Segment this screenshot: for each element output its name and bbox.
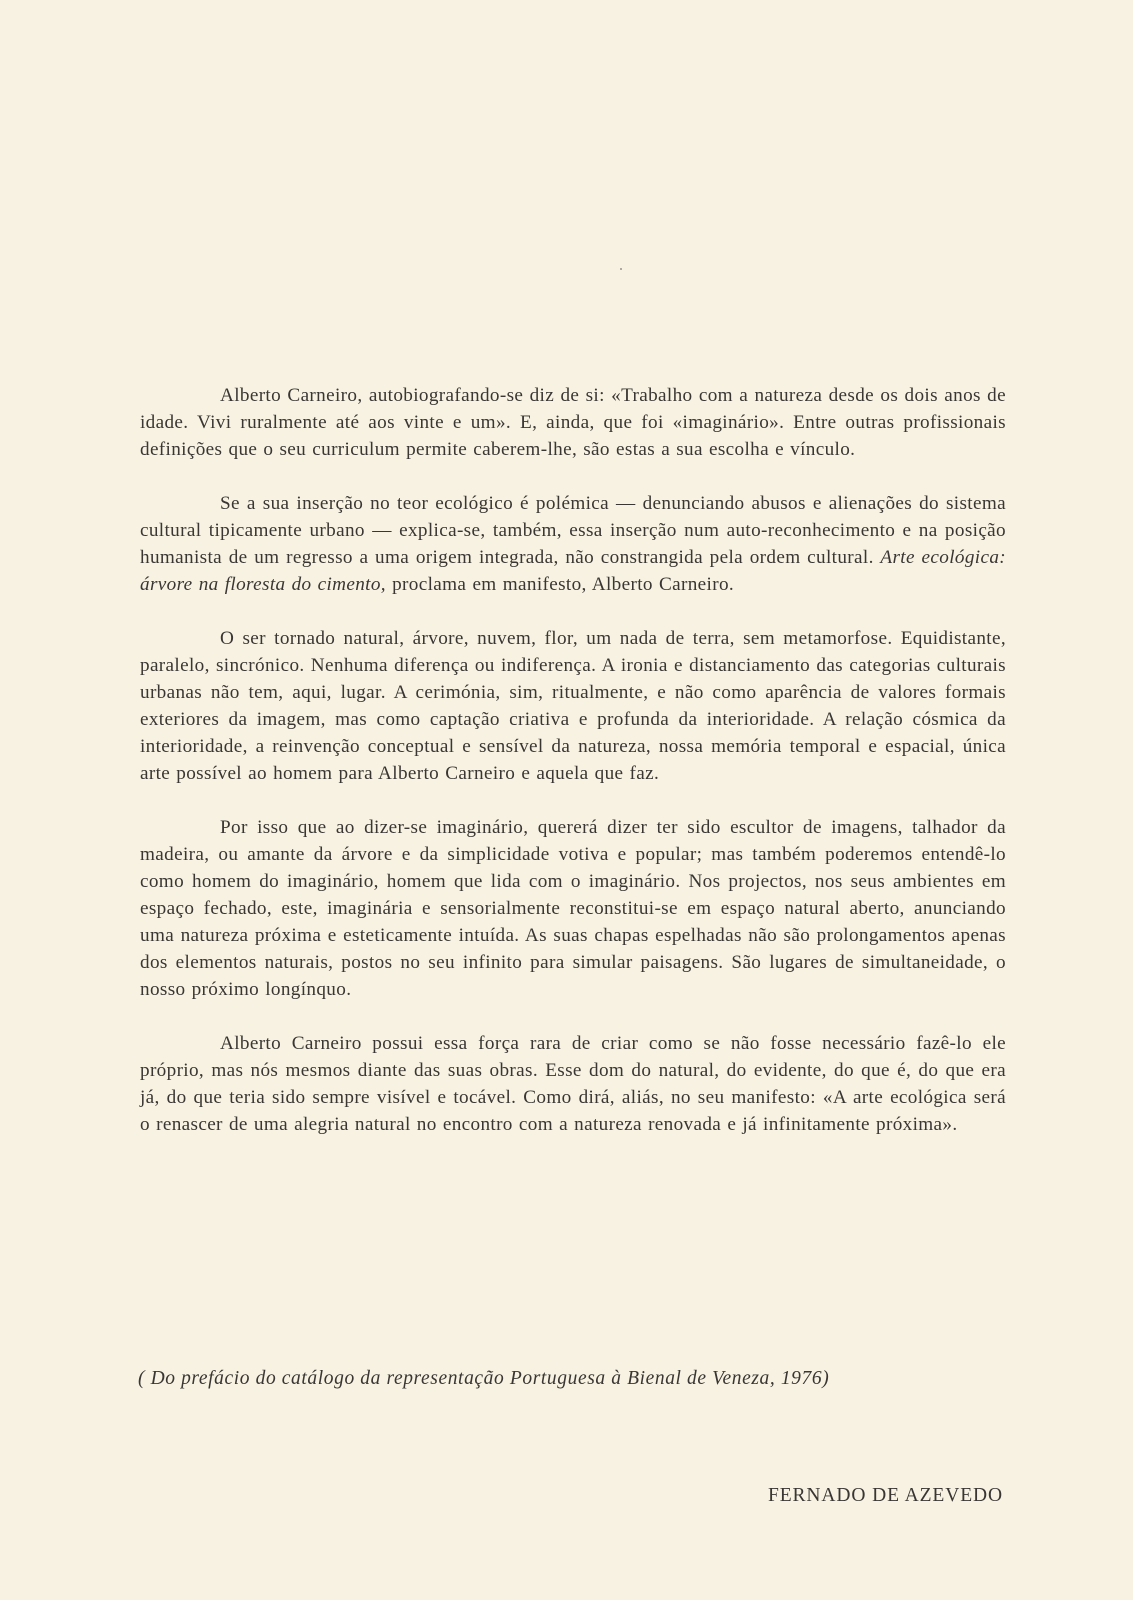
paragraph-2-tail: proclama em manifesto, Alberto Carneiro. bbox=[385, 574, 735, 595]
paragraph-4: Por isso que ao dizer-se imaginário, quererá dizer ter sido escultor de imagens, talhador da madeira, ou amante da árvore e da simplicidade votiva e popular; mas também poderemos entendê-lo como homem do imaginário, homem que lida com o imaginário. Nos projectos, nos seus ambientes em espaço fechado, este, imaginária e sensorialmente reconstitui-se em espaço natural aberto, anunciando uma natureza próxima e esteticamente intuída. As suas chapas espelhadas não são prolongamentos apenas dos elementos naturais, postos no seu infinito para simular paisagens. São lugares de simultaneidade, o nosso próximo longínquo. bbox=[140, 817, 1006, 1000]
paragraph-2-lead: Se a sua inserção no teor ecológico é polémica — denunciando abusos e alienações do sistema cultural tipicamente urbano — explica-se, também, essa inserção num auto-reconhecimento e na posição humanista de um regresso a uma origem integrada, não constrangida pela ordem cultural. bbox=[140, 493, 1006, 568]
paragraph-3: O ser tornado natural, árvore, nuvem, flor, um nada de terra, sem metamorfose. Equidistante, paralelo, sincrónico. Nenhuma diferença ou indiferença. A ironia e distanciamento das categorias culturais urbanas não tem, aqui, lugar. A cerimónia, sim, ritualmente, e não como aparência de valores formais exteriores da imagem, mas como captação criativa e profunda da interioridade. A relação cósmica da interioridade, a reinvenção conceptual e sensível da natureza, nossa memória temporal e espacial, única arte possível ao homem para Alberto Carneiro e aquela que faz. bbox=[140, 628, 1006, 784]
paragraph-5: Alberto Carneiro possui essa força rara de criar como se não fosse necessário fazê-lo ele próprio, mas nós mesmos diante das suas obras. Esse dom do natural, do evidente, do que é, do que era já, do que teria sido sempre visível e tocável. Como dirá, aliás, no seu manifesto: «A arte ecológica será o renascer de uma alegria natural no encontro com a natureza renovada e já infinitamente próxima». bbox=[140, 1033, 1006, 1135]
manifesto-quote: Arte ecológica: árvore na floresta do cimento, bbox=[140, 547, 1006, 595]
paragraph-1: Alberto Carneiro, autobiografando-se diz de si: «Trabalho com a natureza desde os dois anos de idade. Vivi ruralmente até aos vinte e um». E, ainda, que foi «imaginário». Entre outras profissionais definições que o seu curriculum permite caberem-lhe, são estas a sua escolha e vínculo. bbox=[140, 385, 1006, 460]
author-signature: FERNADO DE AZEVEDO bbox=[767, 1485, 1003, 1506]
source-caption: ( Do prefácio do catálogo da representação Portuguesa à Bienal de Veneza, 1976) bbox=[138, 1368, 830, 1389]
paper-speck bbox=[620, 268, 622, 270]
essay-body bbox=[140, 382, 1006, 1165]
paragraph-2 bbox=[140, 490, 1006, 598]
